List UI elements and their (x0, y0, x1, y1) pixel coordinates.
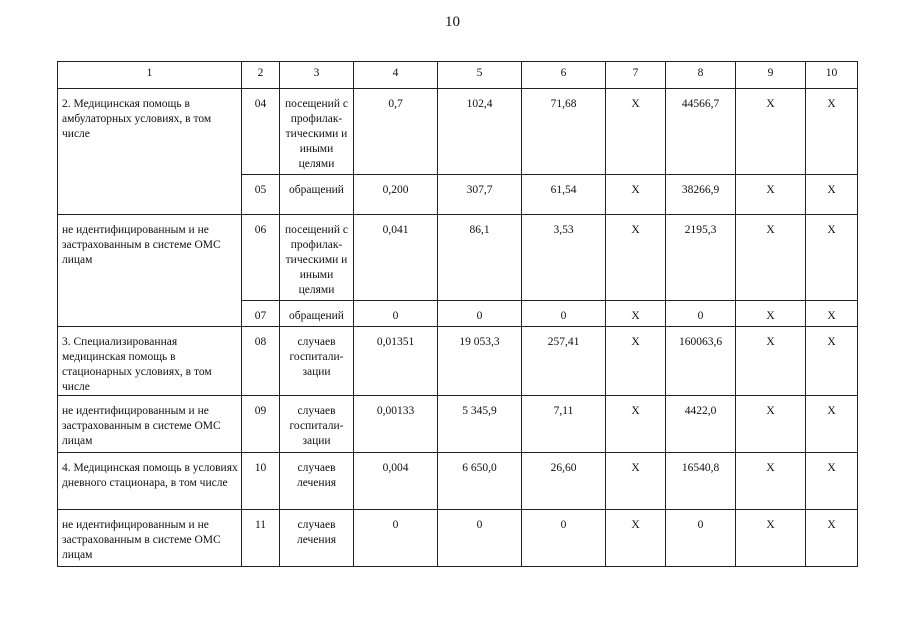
value-col-9: Х (736, 327, 806, 396)
value-col-4: 0,01351 (354, 327, 438, 396)
value-col-10: Х (806, 175, 858, 215)
header-cell: 2 (242, 62, 280, 89)
header-cell: 6 (522, 62, 606, 89)
table-row (58, 510, 858, 567)
row-code: 11 (242, 510, 280, 567)
value-col-9: Х (736, 396, 806, 453)
value-col-10: Х (806, 89, 858, 175)
value-col-10: Х (806, 453, 858, 510)
value-col-6: 26,60 (522, 453, 606, 510)
value-col-5: 0 (438, 510, 522, 567)
header-cell: 8 (666, 62, 736, 89)
header-cell: 3 (280, 62, 354, 89)
unit-cell: случаев лечения (280, 453, 354, 510)
value-col-5: 0 (438, 301, 522, 327)
row-name: не идентифицированным и не застрахованным в системе ОМС лицам (58, 510, 242, 567)
value-col-7: Х (606, 396, 666, 453)
header-cell: 1 (58, 62, 242, 89)
value-col-6: 3,53 (522, 215, 606, 301)
value-col-7: Х (606, 327, 666, 396)
value-col-10: Х (806, 510, 858, 567)
value-col-5: 5 345,9 (438, 396, 522, 453)
value-col-4: 0,00133 (354, 396, 438, 453)
value-col-8: 2195,3 (666, 215, 736, 301)
unit-cell: посещений с профилак-тическими и иными целями (280, 215, 354, 301)
data-table (57, 61, 858, 567)
value-col-9: Х (736, 175, 806, 215)
unit-cell: посещений с профилак-тическими и иными целями (280, 89, 354, 175)
value-col-10: Х (806, 327, 858, 396)
row-name: 4. Медицинская помощь в условиях дневного стационара, в том числе (58, 453, 242, 510)
table-row (58, 215, 858, 301)
value-col-8: 0 (666, 510, 736, 567)
value-col-9: Х (736, 89, 806, 175)
value-col-4: 0 (354, 510, 438, 567)
row-code: 08 (242, 327, 280, 396)
row-code: 09 (242, 396, 280, 453)
value-col-7: Х (606, 453, 666, 510)
value-col-8: 44566,7 (666, 89, 736, 175)
table-row (58, 89, 858, 175)
value-col-4: 0,004 (354, 453, 438, 510)
value-col-7: Х (606, 89, 666, 175)
table-header-row (58, 62, 858, 89)
row-code: 07 (242, 301, 280, 327)
value-col-8: 38266,9 (666, 175, 736, 215)
value-col-5: 86,1 (438, 215, 522, 301)
table-body (58, 62, 858, 567)
value-col-6: 71,68 (522, 89, 606, 175)
unit-cell: случаев госпитали-зации (280, 327, 354, 396)
value-col-5: 6 650,0 (438, 453, 522, 510)
page-number: 10 (445, 14, 460, 30)
table-row (58, 396, 858, 453)
header-cell: 7 (606, 62, 666, 89)
value-col-7: Х (606, 301, 666, 327)
value-col-7: Х (606, 215, 666, 301)
value-col-5: 102,4 (438, 89, 522, 175)
unit-cell: обращений (280, 175, 354, 215)
value-col-8: 0 (666, 301, 736, 327)
unit-cell: обращений (280, 301, 354, 327)
value-col-6: 61,54 (522, 175, 606, 215)
value-col-6: 0 (522, 301, 606, 327)
value-col-9: Х (736, 510, 806, 567)
value-col-8: 160063,6 (666, 327, 736, 396)
row-name: не идентифицированным и не застрахованным в системе ОМС лицам (58, 396, 242, 453)
header-cell: 10 (806, 62, 858, 89)
row-code: 06 (242, 215, 280, 301)
value-col-9: Х (736, 215, 806, 301)
value-col-6: 7,11 (522, 396, 606, 453)
value-col-4: 0,200 (354, 175, 438, 215)
value-col-7: Х (606, 175, 666, 215)
row-name: 3. Специализированная медицинская помощь в стационарных условиях, в том числе (58, 327, 242, 396)
value-col-10: Х (806, 396, 858, 453)
row-name: 2. Медицинская помощь в амбулаторных условиях, в том числе (58, 89, 242, 215)
unit-cell: случаев госпитали-зации (280, 396, 354, 453)
header-cell: 5 (438, 62, 522, 89)
table-row (58, 453, 858, 510)
row-code: 05 (242, 175, 280, 215)
value-col-5: 307,7 (438, 175, 522, 215)
value-col-6: 0 (522, 510, 606, 567)
header-cell: 9 (736, 62, 806, 89)
value-col-4: 0,7 (354, 89, 438, 175)
row-code: 10 (242, 453, 280, 510)
value-col-5: 19 053,3 (438, 327, 522, 396)
unit-cell: случаев лечения (280, 510, 354, 567)
value-col-7: Х (606, 510, 666, 567)
row-name: не идентифицированным и не застрахованным в системе ОМС лицам (58, 215, 242, 327)
value-col-9: Х (736, 453, 806, 510)
value-col-4: 0,041 (354, 215, 438, 301)
value-col-10: Х (806, 215, 858, 301)
value-col-6: 257,41 (522, 327, 606, 396)
header-cell: 4 (354, 62, 438, 89)
value-col-4: 0 (354, 301, 438, 327)
table-row (58, 327, 858, 396)
value-col-10: Х (806, 301, 858, 327)
value-col-8: 4422,0 (666, 396, 736, 453)
value-col-9: Х (736, 301, 806, 327)
row-code: 04 (242, 89, 280, 175)
value-col-8: 16540,8 (666, 453, 736, 510)
